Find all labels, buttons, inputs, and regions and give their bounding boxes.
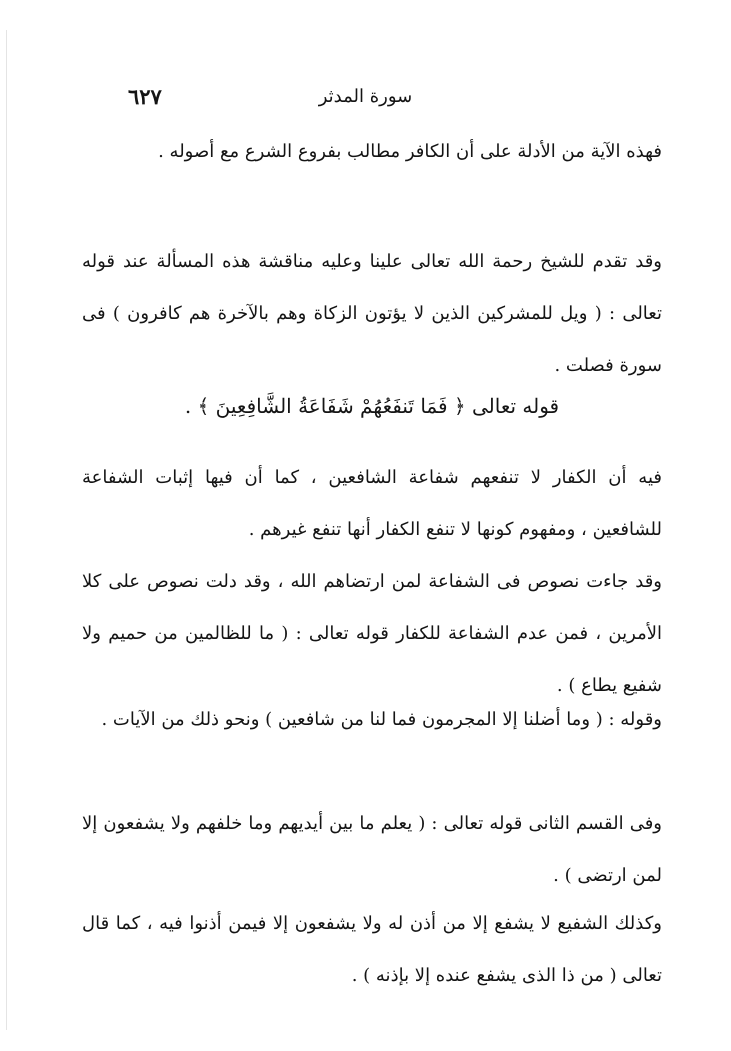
paragraph-7: وكذلك الشفيع لا يشفع إلا من أذن له ولا يشفعون إلا فيمن أذنوا فيه ، كما قال تعالى ( من ذا الذى يشفع عنده إلا بإذنه ) .	[82, 913, 662, 986]
page-number: ٦٢٧	[128, 84, 162, 109]
surah-title: سورة المدثر	[318, 86, 413, 107]
page-edge-line	[6, 30, 7, 1030]
paragraph-5: وقوله : ( وما أضلنا إلا المجرمون فما لنا من شافعين ) ونحو ذلك من الآيات .	[101, 709, 662, 730]
paragraph-2: وقد تقدم للشيخ رحمة الله تعالى علينا وعليه مناقشة هذه المسألة عند قوله تعالى : ( ويل للمشركين الذين لا يؤتون الزكاة وهم بالآخرة هم كافرون ) فى سورة فصلت .	[82, 251, 662, 376]
paragraph-4: وقد جاءت نصوص فى الشفاعة لمن ارتضاهم الله ، وقد دلت نصوص على كلا الأمرين ، فمن عدم الشفاعة للكفار قوله تعالى : ( ما للظالمين من حميم ولا شفيع يطاع ) .	[82, 571, 662, 696]
paragraph-6: وفى القسم الثانى قوله تعالى : ( يعلم ما بين أيديهم وما خلفهم ولا يشفعون إلا لمن ارتضى ) .	[82, 813, 662, 886]
paragraph-1: فهذه الآية من الأدلة على أن الكافر مطالب بفروع الشرع مع أصوله .	[158, 141, 662, 162]
paragraph-3: فيه أن الكفار لا تنفعهم شفاعة الشافعين ، كما أن فيها إثبات الشفاعة للشافعين ، ومفهوم كونها لا تنفع الكفار أنها تنفع غيرهم .	[82, 467, 662, 540]
verse-heading: قوله تعالى ﴿ فَمَا تَنفَعُهُمْ شَفَاعَةُ الشَّافِعِينَ ﴾ .	[184, 394, 560, 418]
page-header	[118, 84, 613, 120]
